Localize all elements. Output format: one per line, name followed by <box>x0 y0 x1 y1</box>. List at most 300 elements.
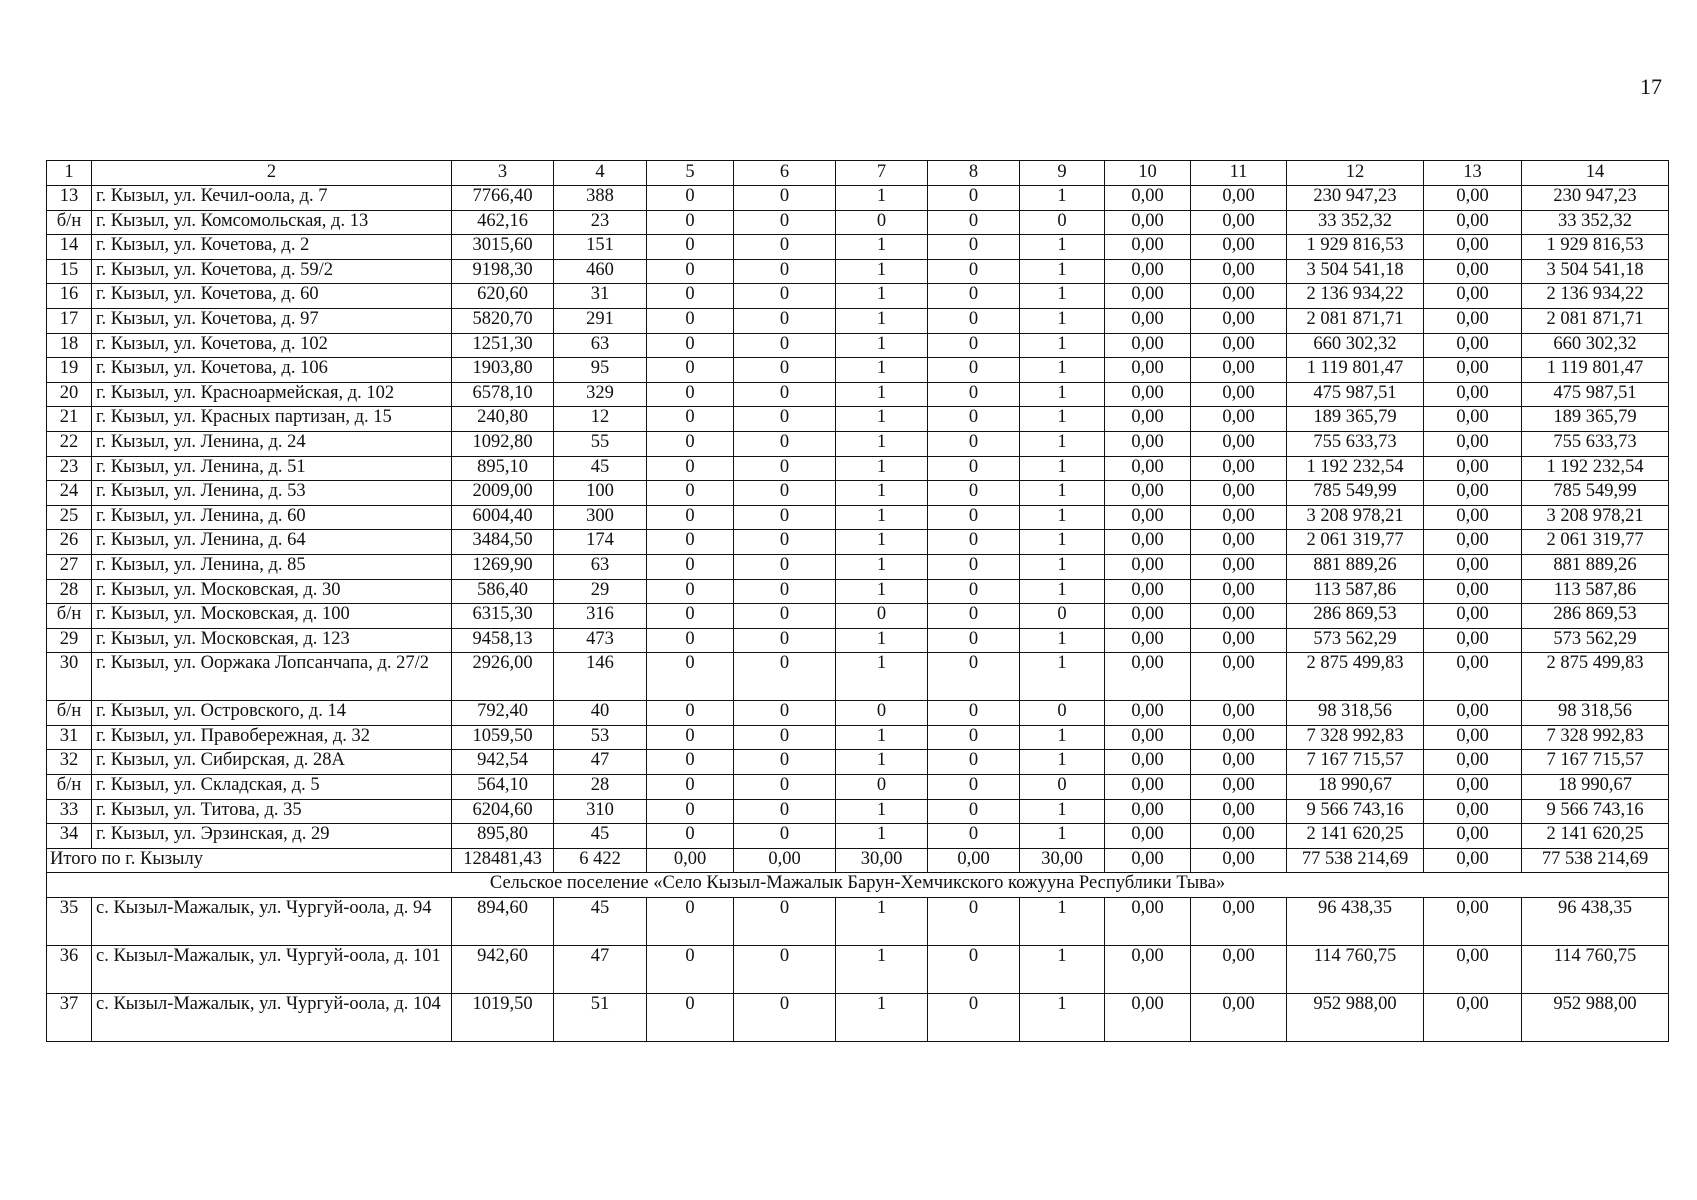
table-cell: 0 <box>647 604 734 629</box>
table-cell: 0 <box>647 186 734 211</box>
table-cell: 660 302,32 <box>1287 333 1424 358</box>
table-cell: 3015,60 <box>452 235 554 260</box>
table-cell: 1 <box>836 579 928 604</box>
table-row <box>47 554 1669 579</box>
table-cell: 0 <box>928 308 1020 333</box>
table-cell: 0,00 <box>1191 799 1287 824</box>
table-cell: 3 504 541,18 <box>1287 259 1424 284</box>
table-row <box>47 725 1669 750</box>
table-cell: 0,00 <box>1424 604 1522 629</box>
table-cell: 1092,80 <box>452 431 554 456</box>
table-cell: 0,00 <box>1424 308 1522 333</box>
table-cell: 0 <box>928 653 1020 701</box>
address-cell: с. Кызыл-Мажалык, ул. Чургуй-оола, д. 104 <box>92 994 452 1042</box>
table-cell: 1 <box>1020 946 1105 994</box>
header-cell: 13 <box>1424 161 1522 186</box>
table-cell: 19 <box>47 358 92 383</box>
table-cell: 0,00 <box>1105 186 1191 211</box>
table-cell: 1 <box>836 824 928 849</box>
table-cell: 942,54 <box>452 750 554 775</box>
table-cell: б/н <box>47 210 92 235</box>
section-row <box>47 873 1669 898</box>
table-cell: 0,00 <box>1191 358 1287 383</box>
table-row <box>47 284 1669 309</box>
table-cell: 0,00 <box>1424 579 1522 604</box>
table-cell: 0 <box>647 799 734 824</box>
table-cell: 1 <box>1020 186 1105 211</box>
table-cell: 9 566 743,16 <box>1522 799 1669 824</box>
table-cell: 0,00 <box>1424 946 1522 994</box>
table-cell: 952 988,00 <box>1522 994 1669 1042</box>
address-cell: г. Кызыл, ул. Московская, д. 123 <box>92 628 452 653</box>
table-cell: 1 <box>1020 235 1105 260</box>
table-cell: 0,00 <box>1105 358 1191 383</box>
table-cell: 1 929 816,53 <box>1287 235 1424 260</box>
table-cell: 0 <box>647 579 734 604</box>
table-cell: 0,00 <box>1105 799 1191 824</box>
table-cell: 18 990,67 <box>1522 775 1669 800</box>
total-cell: 0,00 <box>1191 848 1287 873</box>
table-cell: 2926,00 <box>452 653 554 701</box>
table-cell: 1059,50 <box>452 725 554 750</box>
address-cell: г. Кызыл, ул. Кочетова, д. 106 <box>92 358 452 383</box>
header-cell: 8 <box>928 161 1020 186</box>
table-cell: 98 318,56 <box>1287 701 1424 726</box>
table-cell: 14 <box>47 235 92 260</box>
table-cell: 564,10 <box>452 775 554 800</box>
table-cell: 0 <box>928 431 1020 456</box>
table-cell: 1 <box>1020 898 1105 946</box>
table-cell: 460 <box>554 259 647 284</box>
table-cell: 0 <box>647 382 734 407</box>
table-cell: 792,40 <box>452 701 554 726</box>
total-cell: 30,00 <box>1020 848 1105 873</box>
table-cell: 0,00 <box>1424 235 1522 260</box>
table-cell: 1 <box>836 994 928 1042</box>
table-cell: 0,00 <box>1424 701 1522 726</box>
total-cell: 0,00 <box>928 848 1020 873</box>
table-cell: 0 <box>734 946 836 994</box>
table-cell: 53 <box>554 725 647 750</box>
table-cell: 1 <box>1020 431 1105 456</box>
table-cell: 0,00 <box>1191 628 1287 653</box>
table-cell: 0 <box>647 210 734 235</box>
table-cell: 0,00 <box>1191 210 1287 235</box>
table-row <box>47 946 1669 994</box>
table-cell: 1 <box>836 456 928 481</box>
table-cell: 0 <box>647 750 734 775</box>
table-cell: 0 <box>647 431 734 456</box>
table-row <box>47 308 1669 333</box>
table-cell: 475 987,51 <box>1287 382 1424 407</box>
table-cell: 0,00 <box>1105 481 1191 506</box>
table-cell: 0 <box>734 382 836 407</box>
table-cell: 33 <box>47 799 92 824</box>
table-cell: б/н <box>47 775 92 800</box>
table-cell: 1 <box>836 628 928 653</box>
table-cell: 0 <box>836 604 928 629</box>
table-row <box>47 898 1669 946</box>
table-cell: 0,00 <box>1105 530 1191 555</box>
table-cell: 0,00 <box>1191 750 1287 775</box>
table-cell: 0,00 <box>1105 431 1191 456</box>
header-cell: 1 <box>47 161 92 186</box>
table-cell: 21 <box>47 407 92 432</box>
address-cell: г. Кызыл, ул. Островского, д. 14 <box>92 701 452 726</box>
total-cell: 6 422 <box>554 848 647 873</box>
table-cell: 0 <box>928 701 1020 726</box>
table-cell: 0,00 <box>1191 775 1287 800</box>
address-cell: г. Кызыл, ул. Кочетова, д. 102 <box>92 333 452 358</box>
table-cell: 0,00 <box>1105 284 1191 309</box>
table-cell: 0 <box>734 824 836 849</box>
table-cell: 31 <box>554 284 647 309</box>
address-cell: г. Кызыл, ул. Сибирская, д. 28А <box>92 750 452 775</box>
table-cell: 3 504 541,18 <box>1522 259 1669 284</box>
table-cell: 18 <box>47 333 92 358</box>
table-cell: 1 <box>1020 456 1105 481</box>
table-cell: 0,00 <box>1424 481 1522 506</box>
table-cell: 0,00 <box>1191 946 1287 994</box>
table-cell: 0 <box>734 407 836 432</box>
table-cell: 0 <box>928 505 1020 530</box>
table-cell: 1 <box>1020 481 1105 506</box>
table-cell: 2 136 934,22 <box>1522 284 1669 309</box>
table-cell: 113 587,86 <box>1287 579 1424 604</box>
table-cell: 0,00 <box>1105 701 1191 726</box>
table-cell: 1 <box>836 946 928 994</box>
table-cell: 0,00 <box>1105 750 1191 775</box>
table-cell: 0,00 <box>1105 382 1191 407</box>
table-cell: 0 <box>928 824 1020 849</box>
table-cell: 0 <box>647 333 734 358</box>
address-cell: г. Кызыл, ул. Ленина, д. 60 <box>92 505 452 530</box>
table-cell: 0 <box>647 725 734 750</box>
table-cell: 0,00 <box>1424 653 1522 701</box>
table-cell: 300 <box>554 505 647 530</box>
table-cell: 0 <box>1020 701 1105 726</box>
address-cell: г. Кызыл, ул. Складская, д. 5 <box>92 775 452 800</box>
table-cell: 785 549,99 <box>1522 481 1669 506</box>
table-cell: 0 <box>647 284 734 309</box>
total-cell: 0,00 <box>647 848 734 873</box>
address-cell: г. Кызыл, ул. Ленина, д. 51 <box>92 456 452 481</box>
total-row <box>47 848 1669 873</box>
table-cell: 316 <box>554 604 647 629</box>
table-cell: 620,60 <box>452 284 554 309</box>
table-cell: 755 633,73 <box>1287 431 1424 456</box>
table-row <box>47 604 1669 629</box>
table-cell: 2 081 871,71 <box>1287 308 1424 333</box>
table-cell: 0,00 <box>1191 554 1287 579</box>
table-cell: 63 <box>554 333 647 358</box>
table-cell: 0 <box>734 456 836 481</box>
table-cell: 3484,50 <box>452 530 554 555</box>
header-cell: 3 <box>452 161 554 186</box>
table-cell: 1 192 232,54 <box>1522 456 1669 481</box>
table-row <box>47 382 1669 407</box>
table-cell: 16 <box>47 284 92 309</box>
table-cell: 174 <box>554 530 647 555</box>
table-cell: 462,16 <box>452 210 554 235</box>
address-cell: г. Кызыл, ул. Красноармейская, д. 102 <box>92 382 452 407</box>
table-cell: 0,00 <box>1105 898 1191 946</box>
header-cell: 14 <box>1522 161 1669 186</box>
table-cell: 1251,30 <box>452 333 554 358</box>
table-cell: 0 <box>647 898 734 946</box>
address-cell: г. Кызыл, ул. Московская, д. 100 <box>92 604 452 629</box>
table-cell: 0,00 <box>1424 186 1522 211</box>
table-cell: 15 <box>47 259 92 284</box>
table-cell: 100 <box>554 481 647 506</box>
table-cell: 0,00 <box>1191 579 1287 604</box>
table-cell: 1 <box>836 481 928 506</box>
table-header-row <box>47 161 1669 186</box>
table-cell: 0 <box>1020 604 1105 629</box>
table-cell: 23 <box>554 210 647 235</box>
table-cell: 942,60 <box>452 946 554 994</box>
table-cell: 0,00 <box>1191 725 1287 750</box>
table-row <box>47 235 1669 260</box>
table-cell: 0 <box>928 235 1020 260</box>
table-cell: 1 <box>836 308 928 333</box>
total-cell: 0,00 <box>734 848 836 873</box>
table-cell: 0 <box>928 210 1020 235</box>
table-cell: 1 <box>836 653 928 701</box>
table-cell: 291 <box>554 308 647 333</box>
table-cell: 7 167 715,57 <box>1287 750 1424 775</box>
table-row <box>47 579 1669 604</box>
table-cell: 1 <box>836 431 928 456</box>
table-cell: 0,00 <box>1424 333 1522 358</box>
table-cell: 286 869,53 <box>1522 604 1669 629</box>
table-cell: 1 <box>1020 259 1105 284</box>
table-cell: 1 <box>836 407 928 432</box>
address-cell: г. Кызыл, ул. Кочетова, д. 60 <box>92 284 452 309</box>
table-cell: 0 <box>928 946 1020 994</box>
table-row <box>47 407 1669 432</box>
table-cell: 30 <box>47 653 92 701</box>
table-cell: 33 352,32 <box>1287 210 1424 235</box>
table-cell: 0,00 <box>1105 259 1191 284</box>
table-cell: 0,00 <box>1191 824 1287 849</box>
table-cell: 1269,90 <box>452 554 554 579</box>
header-cell: 4 <box>554 161 647 186</box>
table-cell: 310 <box>554 799 647 824</box>
table-cell: 189 365,79 <box>1522 407 1669 432</box>
header-cell: 2 <box>92 161 452 186</box>
table-cell: 1 <box>1020 358 1105 383</box>
table-cell: 881 889,26 <box>1287 554 1424 579</box>
table-cell: 0,00 <box>1424 725 1522 750</box>
table-cell: 1 <box>1020 530 1105 555</box>
table-cell: 0 <box>928 456 1020 481</box>
table-cell: 1 <box>836 259 928 284</box>
address-cell: г. Кызыл, ул. Ленина, д. 24 <box>92 431 452 456</box>
table-cell: 0 <box>734 530 836 555</box>
table-cell: 0 <box>928 259 1020 284</box>
table-cell: 33 352,32 <box>1522 210 1669 235</box>
table-row <box>47 628 1669 653</box>
table-cell: 0 <box>647 554 734 579</box>
table-row <box>47 824 1669 849</box>
table-cell: 36 <box>47 946 92 994</box>
table-cell: 573 562,29 <box>1522 628 1669 653</box>
total-cell: 0,00 <box>1424 848 1522 873</box>
table-cell: 0,00 <box>1424 898 1522 946</box>
address-cell: с. Кызыл-Мажалык, ул. Чургуй-оола, д. 101 <box>92 946 452 994</box>
table-cell: 0,00 <box>1424 750 1522 775</box>
table-cell: 0 <box>647 358 734 383</box>
table-cell: 0 <box>734 775 836 800</box>
table-cell: 146 <box>554 653 647 701</box>
address-cell: г. Кызыл, ул. Комсомольская, д. 13 <box>92 210 452 235</box>
table-cell: 37 <box>47 994 92 1042</box>
table-cell: 0 <box>734 799 836 824</box>
table-cell: 0 <box>928 481 1020 506</box>
table-row <box>47 653 1669 701</box>
table-row <box>47 333 1669 358</box>
table-cell: 0 <box>734 725 836 750</box>
table-cell: 1 119 801,47 <box>1522 358 1669 383</box>
table-cell: 0 <box>734 431 836 456</box>
table-cell: 9198,30 <box>452 259 554 284</box>
table-cell: 0 <box>647 775 734 800</box>
table-cell: 23 <box>47 456 92 481</box>
table-row <box>47 259 1669 284</box>
table-cell: 22 <box>47 431 92 456</box>
table-cell: 1 <box>836 530 928 555</box>
table-cell: 0 <box>647 456 734 481</box>
data-table <box>46 160 1669 1042</box>
table-cell: 0 <box>647 946 734 994</box>
table-cell: 0 <box>647 481 734 506</box>
table-cell: 0,00 <box>1105 579 1191 604</box>
table-cell: 0,00 <box>1191 456 1287 481</box>
table-row <box>47 505 1669 530</box>
table-cell: 1 <box>836 725 928 750</box>
table-cell: 1 <box>1020 382 1105 407</box>
table-cell: 35 <box>47 898 92 946</box>
table-cell: 0,00 <box>1424 628 1522 653</box>
table-cell: 230 947,23 <box>1522 186 1669 211</box>
table-cell: 0,00 <box>1105 775 1191 800</box>
table-cell: 0,00 <box>1105 725 1191 750</box>
table-cell: 2 141 620,25 <box>1287 824 1424 849</box>
table-cell: 7766,40 <box>452 186 554 211</box>
table-cell: 0,00 <box>1424 824 1522 849</box>
table-cell: 0 <box>734 994 836 1042</box>
table-cell: 63 <box>554 554 647 579</box>
header-cell: 12 <box>1287 161 1424 186</box>
total-cell: 30,00 <box>836 848 928 873</box>
table-cell: 1 <box>1020 750 1105 775</box>
total-label: Итого по г. Кызылу <box>47 848 452 873</box>
table-cell: 32 <box>47 750 92 775</box>
table-cell: 1 <box>1020 333 1105 358</box>
table-cell: 1903,80 <box>452 358 554 383</box>
table-row <box>47 994 1669 1042</box>
table-cell: 0 <box>1020 775 1105 800</box>
address-cell: г. Кызыл, ул. Эрзинская, д. 29 <box>92 824 452 849</box>
table-cell: 0 <box>734 653 836 701</box>
table-cell: 0 <box>647 824 734 849</box>
table-cell: 1 <box>1020 628 1105 653</box>
table-cell: 2 061 319,77 <box>1522 530 1669 555</box>
table-cell: 586,40 <box>452 579 554 604</box>
table-cell: 0 <box>734 284 836 309</box>
table-cell: 0 <box>647 530 734 555</box>
table-cell: 0 <box>734 750 836 775</box>
header-cell: 11 <box>1191 161 1287 186</box>
table-cell: 45 <box>554 456 647 481</box>
table-cell: 9 566 743,16 <box>1287 799 1424 824</box>
table-cell: 1 192 232,54 <box>1287 456 1424 481</box>
table-cell: 0 <box>928 799 1020 824</box>
total-cell: 128481,43 <box>452 848 554 873</box>
table-row <box>47 210 1669 235</box>
table-cell: 0,00 <box>1191 333 1287 358</box>
table-cell: 0 <box>734 210 836 235</box>
table-cell: 0 <box>734 308 836 333</box>
table-row <box>47 530 1669 555</box>
table-row <box>47 799 1669 824</box>
table-cell: 51 <box>554 994 647 1042</box>
table-cell: 0 <box>734 505 836 530</box>
table-cell: 0,00 <box>1191 994 1287 1042</box>
address-cell: г. Кызыл, ул. Ленина, д. 53 <box>92 481 452 506</box>
table-cell: 1 <box>836 799 928 824</box>
table-cell: 0,00 <box>1424 431 1522 456</box>
table-cell: 1019,50 <box>452 994 554 1042</box>
table-cell: 47 <box>554 750 647 775</box>
table-cell: 0 <box>928 579 1020 604</box>
table-cell: 0,00 <box>1424 259 1522 284</box>
table-cell: 95 <box>554 358 647 383</box>
table-cell: 660 302,32 <box>1522 333 1669 358</box>
table-cell: 98 318,56 <box>1522 701 1669 726</box>
table-cell: 2009,00 <box>452 481 554 506</box>
table-cell: 0,00 <box>1191 186 1287 211</box>
address-cell: г. Кызыл, ул. Правобережная, д. 32 <box>92 725 452 750</box>
table-cell: 286 869,53 <box>1287 604 1424 629</box>
table-cell: 475 987,51 <box>1522 382 1669 407</box>
table-cell: 1 <box>1020 284 1105 309</box>
table-cell: 55 <box>554 431 647 456</box>
table-cell: 31 <box>47 725 92 750</box>
table-cell: 0 <box>928 628 1020 653</box>
table-cell: 0,00 <box>1191 308 1287 333</box>
table-row <box>47 775 1669 800</box>
header-cell: 5 <box>647 161 734 186</box>
table-cell: 0,00 <box>1191 653 1287 701</box>
table-cell: 1 <box>1020 579 1105 604</box>
table-cell: 0 <box>928 604 1020 629</box>
table-cell: 0 <box>734 554 836 579</box>
table-cell: 0,00 <box>1105 653 1191 701</box>
table-cell: 0 <box>647 235 734 260</box>
address-cell: г. Кызыл, ул. Ленина, д. 64 <box>92 530 452 555</box>
table-cell: 1 <box>1020 505 1105 530</box>
address-cell: г. Кызыл, ул. Кочетова, д. 59/2 <box>92 259 452 284</box>
table-cell: 0 <box>734 333 836 358</box>
table-cell: 0,00 <box>1191 284 1287 309</box>
table-cell: 0 <box>836 210 928 235</box>
table-cell: 0,00 <box>1105 210 1191 235</box>
table-cell: 573 562,29 <box>1287 628 1424 653</box>
table-cell: 0 <box>647 259 734 284</box>
total-cell: 77 538 214,69 <box>1287 848 1424 873</box>
